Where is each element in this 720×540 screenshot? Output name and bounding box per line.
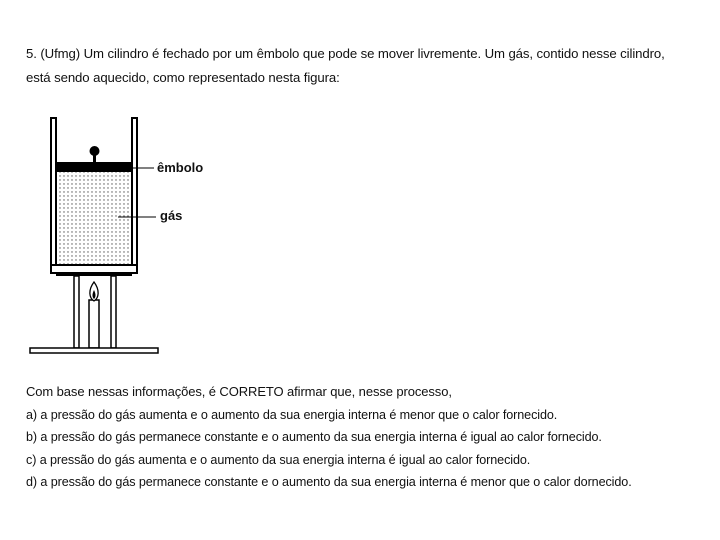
cylinder-diagram	[26, 110, 216, 365]
options-intro: Com base nessas informações, é CORRETO afirmar que, nesse processo,	[26, 384, 452, 399]
burner	[89, 300, 99, 348]
gas-region	[59, 172, 131, 265]
stand-right-leg	[111, 276, 116, 348]
cylinder-base-shadow	[56, 273, 132, 276]
question-line-1: 5. (Ufmg) Um cilindro é fechado por um êmbolo que pode se mover livremente. Um gás, contido nesse cilindro,	[26, 46, 665, 61]
piston-knob	[90, 146, 100, 156]
option-c: c) a pressão do gás aumenta e o aumento da sua energia interna é igual ao calor fornecido.	[26, 452, 531, 467]
question-statement	[26, 42, 686, 90]
option-a: a) a pressão do gás aumenta e o aumento da sua energia interna é menor que o calor fornecido.	[26, 407, 558, 422]
piston	[56, 162, 132, 172]
table-surface	[30, 348, 158, 353]
stand-left-leg	[74, 276, 79, 348]
cylinder-figure	[26, 110, 216, 365]
cylinder-base	[51, 265, 137, 273]
answer-options	[26, 381, 706, 494]
cylinder-left-wall	[51, 118, 56, 268]
gas-label: gás	[160, 208, 183, 223]
question-line-2: está sendo aquecido, como representado nesta figura:	[26, 70, 340, 85]
option-d: d) a pressão do gás permanece constante e o aumento da sua energia interna é menor que o calor dornecido.	[26, 475, 632, 489]
option-b: b) a pressão do gás permanece constante e o aumento da sua energia interna é igual ao calor fornecido.	[26, 430, 602, 444]
cylinder-right-wall	[132, 118, 137, 268]
piston-label: êmbolo	[157, 160, 204, 175]
